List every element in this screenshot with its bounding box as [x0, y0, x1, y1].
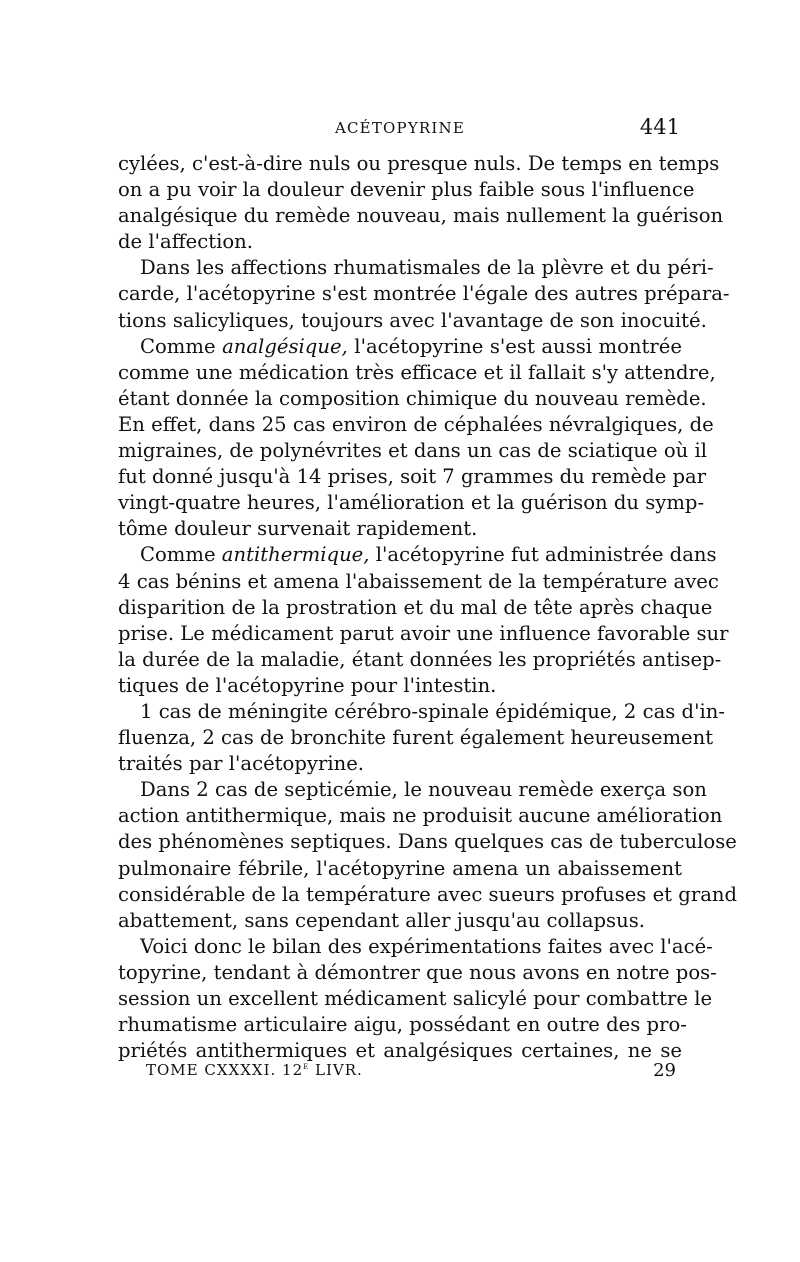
- text-line: session un excellent médicament salicylé pour combattre le: [118, 987, 713, 1010]
- text-line: la durée de la maladie, étant données les propriétés antisep-: [118, 647, 722, 671]
- text-line: fut donné jusqu'à 14 prises, soit 7 grammes du remède par: [118, 465, 707, 489]
- signature-tail: LIVR.: [309, 1061, 363, 1079]
- paragraph: [118, 934, 717, 1064]
- signature-superscript: e: [303, 1061, 310, 1072]
- text-line: disparition de la prostration et du mal de tête après chaque: [118, 595, 713, 619]
- text-line: abattement, sans cependant aller jusqu'au collapsus.: [118, 908, 646, 932]
- text-line: Dans les affections rhumatismales de la plèvre et du péri-: [140, 256, 714, 280]
- text-line: vingt-quatre heures, l'amélioration et la guérison du symp-: [118, 491, 705, 515]
- paragraph: [118, 542, 729, 699]
- text-line: traités par l'acétopyrine.: [118, 752, 365, 776]
- text-line: tôme douleur survenait rapidement.: [118, 517, 478, 541]
- text-line: prise. Le médicament parut avoir une influence favorable sur: [118, 621, 729, 645]
- text-line: topyrine, tendant à démontrer que nous avons en notre pos-: [118, 960, 717, 984]
- italic-term: analgésique,: [222, 334, 348, 358]
- text-line: pulmonaire fébrile, l'acétopyrine amena un abaissement: [118, 856, 682, 880]
- text-line: étant donnée la composition chimique du nouveau remède.: [118, 386, 707, 410]
- running-head: [118, 117, 682, 141]
- paragraph: [118, 699, 725, 777]
- text-line: tions salicyliques, toujours avec l'avantage de son inocuité.: [118, 308, 707, 332]
- text-line: 4 cas bénins et amena l'abaissement de la température avec: [118, 569, 719, 593]
- paragraph: [118, 777, 738, 934]
- text-line: des phénomènes septiques. Dans quelques cas de tuberculose: [118, 830, 737, 854]
- text-line: 1 cas de méningite cérébro-spinale épidémique, 2 cas d'in-: [140, 699, 725, 723]
- paragraph: [118, 334, 716, 543]
- page-number: 441: [639, 115, 680, 139]
- text-run: Comme: [140, 334, 223, 358]
- text-line: Voici donc le bilan des expérimentations faites avec l'acé-: [140, 934, 713, 958]
- text-line: on a pu voir la douleur devenir plus faible sous l'influence: [118, 178, 695, 202]
- text-line: rhumatisme articulaire aigu, possédant en outre des pro-: [118, 1013, 687, 1037]
- text-line: priétés antithermiques et analgésiques certaines, ne se: [118, 1039, 682, 1063]
- text-line: de l'affection.: [118, 230, 253, 254]
- text-line: [118, 542, 717, 568]
- italic-term: antithermique,: [221, 543, 370, 567]
- running-title: ACÉTOPYRINE: [334, 119, 466, 137]
- text-line: fluenza, 2 cas de bronchite furent également heureusement: [118, 726, 714, 750]
- text-line: En effet, dans 25 cas environ de céphalées névralgiques, de: [118, 412, 714, 436]
- signature-footer: [146, 1061, 676, 1085]
- text-line: comme une médication très efficace et il fallait s'y attendre,: [118, 360, 716, 384]
- text-line: considérable de la température avec sueurs profuses et grand: [118, 882, 738, 906]
- text-line: migraines, de polynévrites et dans un cas de sciatique où il: [118, 439, 708, 463]
- text-line: carde, l'acétopyrine s'est montrée l'égale des autres prépara-: [118, 282, 730, 306]
- text-run: l'acétopyrine fut administrée dans: [369, 543, 717, 567]
- paragraph: [118, 255, 730, 333]
- signature-main: TOME CXXXXI. 12: [146, 1061, 304, 1079]
- signature-mark: [146, 1061, 363, 1079]
- text-line: action antithermique, mais ne produisit aucune amélioration: [118, 804, 723, 828]
- text-line: analgésique du remède nouveau, mais nullement la guérison: [118, 204, 724, 228]
- text-line: cylées, c'est-à-dire nuls ou presque nuls. De temps en temps: [118, 152, 720, 175]
- sheet-number: 29: [653, 1060, 676, 1081]
- text-run: Comme: [140, 543, 222, 567]
- body-text: [118, 151, 738, 1064]
- paragraph: [118, 151, 724, 255]
- text-line: Dans 2 cas de septicémie, le nouveau remède exerça son: [140, 778, 707, 802]
- text-line: tiques de l'acétopyrine pour l'intestin.: [118, 673, 497, 697]
- text-line: [118, 334, 682, 360]
- text-run: l'acétopyrine s'est aussi montrée: [347, 334, 682, 358]
